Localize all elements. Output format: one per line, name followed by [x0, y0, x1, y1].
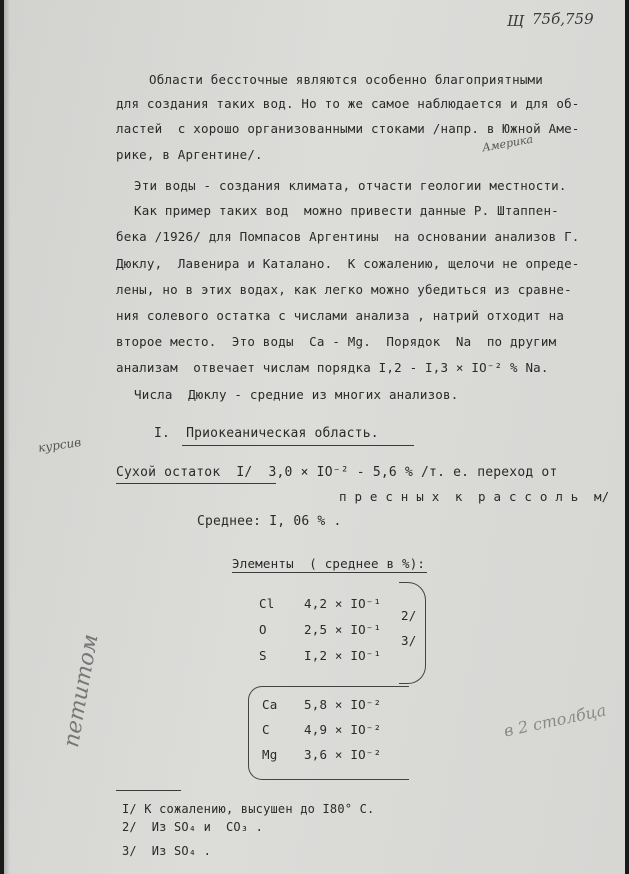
section-heading: I. Приокеаническая область. — [154, 426, 379, 441]
element-cl-value: 4,2 × IO⁻¹ — [304, 596, 382, 611]
brace-note-3: 3/ — [401, 633, 417, 648]
elements-heading: Элементы ( среднее в %): — [232, 556, 426, 571]
group1-brace — [399, 582, 426, 684]
fresh-to-brine-line: п р е с н ы х к р а с с о л ь м/ — [339, 489, 610, 504]
para4-line: Числа Дюклу - средние из многих анализов. — [134, 387, 459, 402]
para3-line-2: бека /1926/ для Помпасов Аргентины на основании анализов Г. — [116, 229, 580, 244]
para1-line-2: для создания таких вод. Но то же самое наблюдается и для об- — [116, 96, 580, 111]
para1-line-3: ластей с хорошо организованными стоками /напр. в Южной Аме- — [116, 121, 580, 136]
dry-residue-underline — [116, 483, 276, 484]
margin-note-two-columns: в 2 столбца — [502, 700, 608, 741]
element-cl-symbol: Cl — [259, 596, 275, 611]
element-o-symbol: O — [259, 622, 267, 637]
folio-number: 75б,759 — [532, 10, 594, 28]
section-heading-underline — [182, 445, 414, 446]
folio-mark: Щ — [507, 12, 525, 30]
element-c-value: 4,9 × IO⁻² — [304, 722, 382, 737]
para3-line-3: Дюклу, Лавенира и Каталано. К сожалению, щелочи не опреде- — [116, 256, 580, 271]
margin-note-petit: петитом — [59, 632, 104, 750]
element-o-value: 2,5 × IO⁻¹ — [304, 622, 382, 637]
footnote-1: I/ К сожалению, высушен до I80° C. — [122, 802, 375, 816]
element-ca-symbol: Ca — [262, 697, 278, 712]
para1-line-4: рике, в Аргентине/. — [116, 147, 263, 162]
para3-line-1: Как пример таких вод можно привести данные Р. Штаппен- — [134, 203, 559, 218]
footnote-2: 2/ Из SO₄ и CO₃ . — [122, 820, 264, 834]
para1-line-1: Области бессточные являются особенно благоприятными — [149, 72, 544, 87]
footnote-3: 3/ Из SO₄ . — [122, 844, 212, 858]
document-page — [4, 0, 625, 874]
para3-line-4: лены, но в этих водах, как легко можно убедиться из сравне- — [116, 282, 572, 297]
element-c-symbol: C — [262, 722, 270, 737]
para3-line-6: второе место. Это воды Ca - Mg. Порядок Na по другим — [116, 334, 557, 349]
element-s-symbol: S — [259, 648, 267, 663]
element-s-value: I,2 × IO⁻¹ — [304, 648, 382, 663]
dry-residue-line: Сухой остаток I/ 3,0 × IO⁻² - 5,6 % /т. е. переход от — [116, 465, 558, 480]
margin-note-america: Америка — [481, 132, 534, 155]
para3-line-5: ния солевого остатка с числами анализа , натрий отходит на — [116, 308, 565, 323]
element-mg-symbol: Mg — [262, 747, 278, 762]
scan-edge-shadow — [4, 0, 10, 874]
element-ca-value: 5,8 × IO⁻² — [304, 697, 382, 712]
average-line: Среднее: I, 06 % . — [197, 514, 342, 529]
para2-line: Эти воды - создания климата, отчасти геологии местности. — [134, 178, 567, 193]
element-mg-value: 3,6 × IO⁻² — [304, 747, 382, 762]
margin-note-italic: курсив — [37, 435, 83, 455]
brace-note-2: 2/ — [401, 608, 417, 623]
para3-line-7: анализам отвечает числам порядка I,2 - I,3 × IO⁻² % Na. — [116, 360, 549, 375]
footnote-separator — [116, 790, 181, 791]
elements-heading-underline — [232, 572, 427, 573]
